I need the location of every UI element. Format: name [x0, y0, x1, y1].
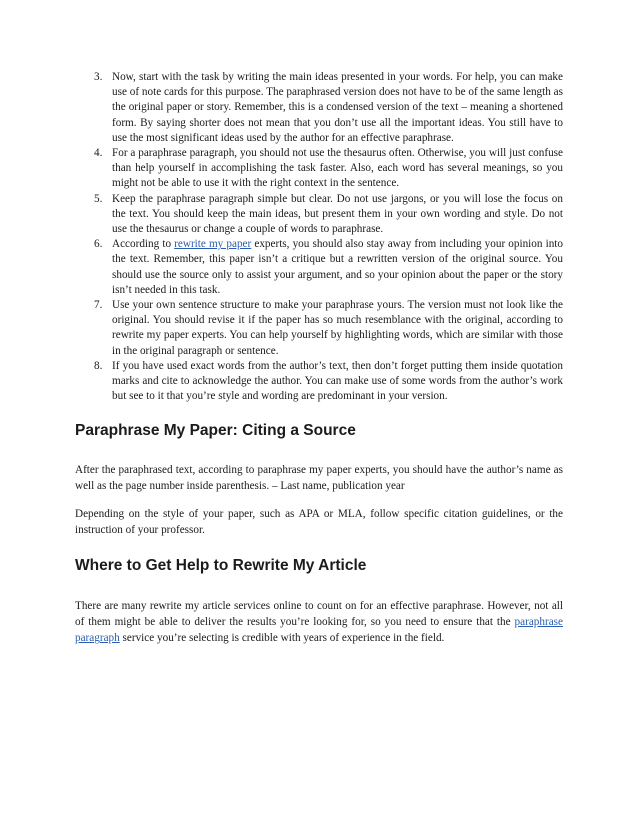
list-item — [75, 70, 563, 146]
paragraph — [75, 598, 563, 646]
rewrite-my-paper-link[interactable]: rewrite my paper — [174, 238, 252, 251]
item-number: 4. — [94, 147, 103, 160]
steps-list — [75, 70, 563, 404]
item-text: Keep the paraphrase paragraph simple but clear. Do not use jargons, or you will lose the focus on the text. You should keep the main ideas, but present them in your own wording and style. Do not use the thesaurus or change a couple of words to paraphrase. — [112, 192, 563, 236]
item-number: 5. — [94, 192, 103, 205]
item-number: 3. — [94, 71, 103, 83]
item-number: 8. — [94, 359, 103, 372]
paraphrase-paragraph-link[interactable]: paraphrase paragraph — [75, 616, 563, 645]
paragraph: After the paraphrased text, according to paraphrase my paper experts, you should have the author’s name as well as the page number inside parenthesis. – Last name, publication year — [75, 464, 563, 493]
item-number: 6. — [94, 238, 103, 251]
list-item — [75, 192, 563, 238]
item-text-before: According to — [112, 238, 175, 251]
list-item — [75, 359, 563, 405]
paragraph-text-after: service you’re selecting is credible with years of experience in the field. — [119, 632, 445, 645]
list-item — [75, 298, 563, 359]
paragraph: Depending on the style of your paper, such as APA or MLA, follow specific citation guidelines, or the instruction of your professor. — [75, 508, 563, 537]
list-item — [75, 237, 563, 298]
section-heading-get-help: Where to Get Help to Rewrite My Article — [75, 557, 367, 575]
paragraph-text-before: There are many rewrite my article services online to count on for an effective paraphrase. However, not all of them might be able to deliver the results you’re looking for, so you need to ensure that the — [75, 600, 563, 629]
item-number: 7. — [94, 299, 103, 312]
section-heading-citing-source: Paraphrase My Paper: Citing a Source — [75, 422, 356, 440]
item-text: Now, start with the task by writing the main ideas presented in your words. For help, you can make use of note cards for this purpose. The paraphrased version does not have to be of the same length as the original paper or story. Remember, this is a condensed version of the text – meaning a shortened form. By saying shorter does not mean that you don’t use all the important ideas. You still have to use the most significant ideas used by the author for an effective paraphrase. — [112, 71, 563, 144]
item-text-after: experts, you should also stay away from including your opinion into the text. Remember, this paper isn’t a critique but a rewritten version of the original source. You should use the source only to assist your argument, and so your opinion about the paper or the story isn’t needed in this task. — [112, 238, 563, 296]
list-item — [75, 146, 563, 192]
item-text: For a paraphrase paragraph, you should not use the thesaurus often. Otherwise, you will just confuse than help yourself in accomplishing the task faster. Also, each word has several meanings, so you might not be able to use it with the right context in the sentence. — [112, 147, 563, 190]
item-text: Use your own sentence structure to make your paraphrase yours. The version must not look like the original. You should revise it if the paper has so much resemblance with the original, according to rewrite my paper experts. You can help yourself by highlighting words, which are similar with those in the original paragraph or sentence. — [112, 299, 563, 357]
item-text: If you have used exact words from the author’s text, then don’t forget putting them inside quotation marks and cite to acknowledge the author. You can make use of some words from the author’s work but see to it that you’re style and wording are predominant in your version. — [112, 359, 563, 403]
